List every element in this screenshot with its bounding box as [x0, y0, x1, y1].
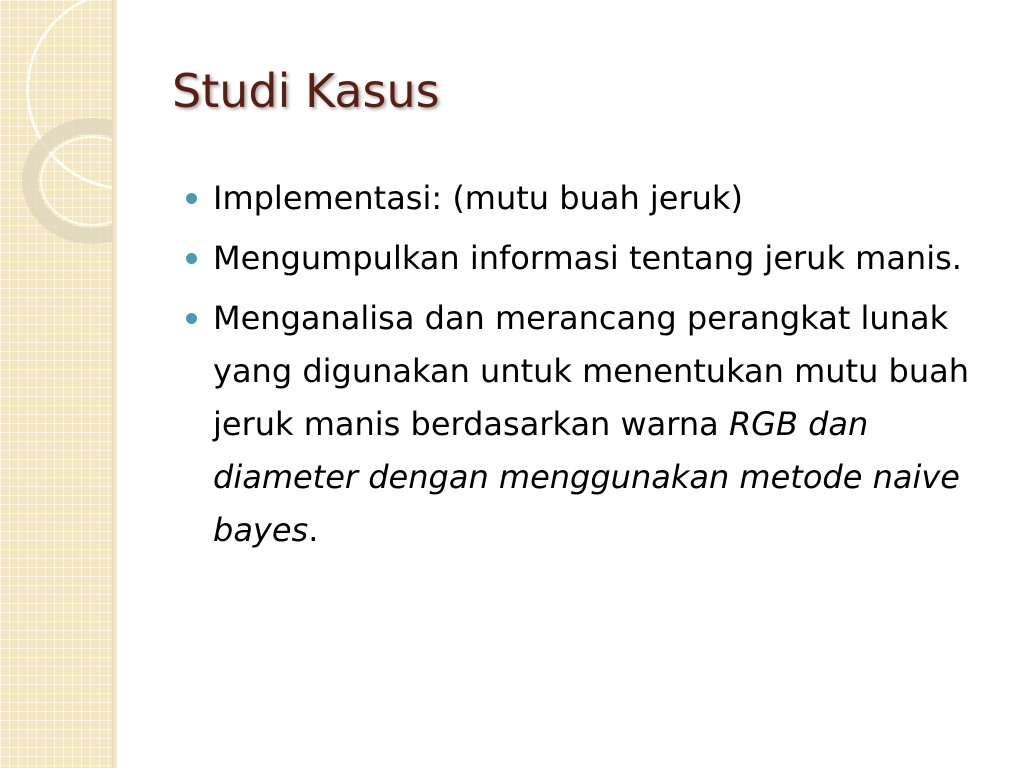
bullet-text-end: .	[308, 511, 319, 549]
bullet-icon	[186, 193, 197, 204]
slide-title: Studi Kasus	[172, 64, 440, 118]
band-edge	[112, 0, 117, 768]
bullet-list	[186, 172, 986, 564]
decorative-band	[0, 0, 112, 768]
bullet-text-italic: RGB dan diameter dengan menggunakan metode naive bayes	[213, 405, 960, 549]
bullet-icon	[186, 253, 197, 264]
bullet-text: Menganalisa dan merancang perangkat lunak yang digunakan untuk menentukan mutu buah jeruk manis berdasarkan warna	[213, 299, 970, 443]
bullet-item	[186, 172, 986, 225]
bullet-text: Mengumpulkan informasi tentang jeruk manis.	[213, 239, 962, 277]
bullet-item	[186, 292, 986, 557]
bullet-item	[186, 232, 986, 285]
bullet-text: Implementasi: (mutu buah jeruk)	[213, 179, 743, 217]
bullet-icon	[186, 313, 197, 324]
